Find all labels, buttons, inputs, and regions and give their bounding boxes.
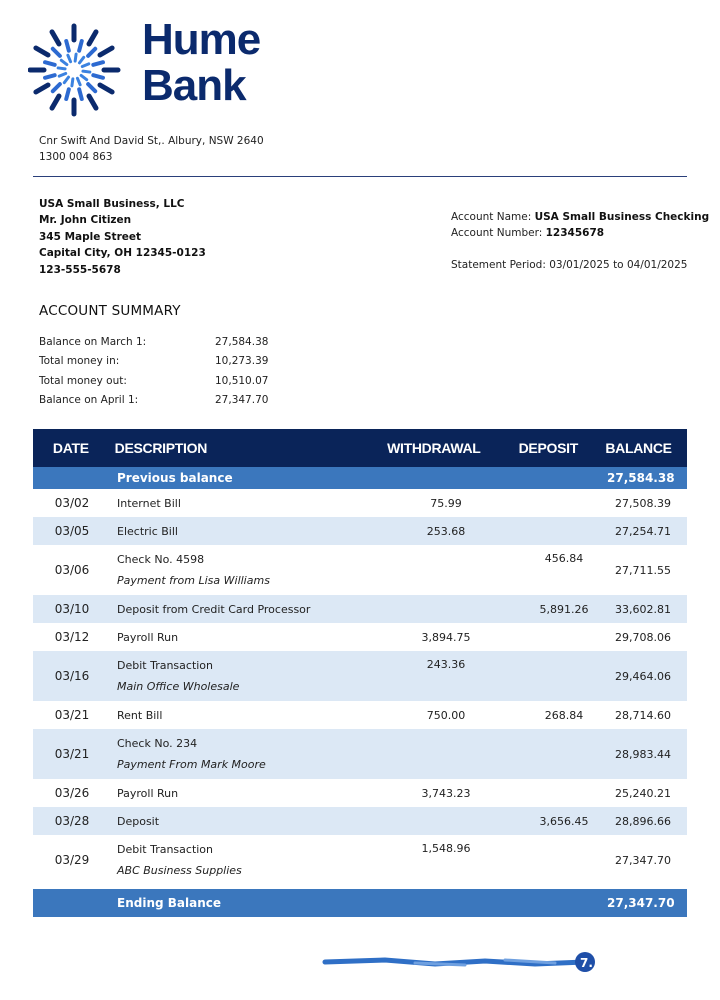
summary-row [39,352,268,371]
row-date: 03/10 [54,602,90,616]
row-deposit [521,489,607,517]
row-deposit: 456.84 [544,552,584,565]
row-description [111,545,371,595]
summary-row [39,372,268,391]
account-number-label: Account Number: [451,227,543,239]
header-withdrawal: WITHDRAWAL [387,440,481,456]
previous-balance-label: Previous balance [117,471,233,485]
summary-row [39,391,268,410]
customer-address-block [39,196,206,278]
row-description-main: Internet Bill [117,496,181,510]
row-balance: 27,347.70 [615,853,671,867]
account-info-block [451,209,709,273]
header-deposit: DEPOSIT [518,440,578,456]
summary-label: Total money out: [39,374,127,387]
row-date: 03/26 [54,786,90,800]
row-withdrawal [371,595,521,623]
account-number-value: 12345678 [545,227,605,239]
row-balance: 29,464.06 [615,669,671,683]
header-divider [33,176,687,177]
row-deposit [521,623,607,651]
previous-balance-value: 27,584.38 [607,471,675,485]
footer-smudge-text: 7. [580,956,593,970]
row-description-sub: Main Office Wholesale [117,680,240,693]
row-withdrawal [371,807,521,835]
row-description-main: Check No. 234 [117,737,198,750]
row-balance: 25,240.21 [615,786,671,800]
row-description-main: Check No. 4598 [117,553,205,566]
bank-name [142,15,261,110]
row-date: 03/29 [54,853,90,867]
row-description [111,623,371,651]
row-date: 03/12 [54,630,90,644]
row-description [111,729,371,779]
account-number [451,225,709,241]
customer-line-5: 123-555-5678 [39,263,121,276]
table-row [33,623,687,651]
ending-balance-label: Ending Balance [117,896,222,910]
row-description-main: Electric Bill [117,524,178,538]
row-balance: 28,896.66 [615,814,671,828]
row-description-sub: ABC Business Supplies [117,864,242,877]
table-row [33,701,687,729]
row-description-main: Debit Transaction [117,659,214,672]
bank-name-line2: Bank [142,61,246,110]
table-row [33,595,687,623]
row-withdrawal [371,729,521,779]
customer-line-1: USA Small Business, LLC [39,198,185,210]
row-date: 03/02 [54,496,90,510]
customer-line-4: Capital City, OH 12345-0123 [39,247,206,260]
row-description-main: Payroll Run [117,786,179,800]
row-withdrawal: 1,548.96 [421,842,471,855]
row-date: 03/05 [54,524,90,538]
summary-row [39,333,268,352]
row-withdrawal: 243.36 [426,658,466,671]
summary-label: Balance on April 1: [39,393,139,406]
row-withdrawal [371,545,521,595]
bank-address: Cnr Swift And David St,. Albury, NSW 2640 [39,135,264,147]
row-balance: 27,508.39 [615,496,671,510]
row-withdrawal: 75.99 [430,496,462,510]
row-date: 03/16 [54,669,90,683]
transaction-rows [33,489,687,885]
bank-phone: 1300 004 863 [39,151,113,163]
row-date: 03/21 [54,708,90,722]
row-balance: 33,602.81 [615,602,671,616]
ending-balance-row [33,889,687,917]
ending-balance-value: 27,347.70 [607,896,675,910]
customer-line-2: Mr. John Citizen [39,214,132,227]
row-deposit: 5,891.26 [539,602,589,616]
row-date: 03/28 [54,814,90,828]
row-description [111,489,371,517]
row-description [111,517,371,545]
row-withdrawal: 3,894.75 [421,630,471,644]
footer-smudge [255,948,685,978]
row-deposit [521,835,607,885]
row-description-main: Payroll Run [117,630,179,644]
table-row [33,545,687,595]
row-balance: 28,983.44 [615,747,671,761]
row-balance: 29,708.06 [615,630,671,644]
table-header [33,429,687,467]
row-balance: 27,254.71 [615,524,671,538]
row-deposit [521,779,607,807]
statement-period: Statement Period: 03/01/2025 to 04/01/2025 [451,259,688,271]
row-deposit [521,729,607,779]
row-date: 03/21 [54,747,90,761]
row-description [111,651,371,701]
table-row [33,807,687,835]
row-description-sub: Payment From Mark Moore [117,758,266,771]
row-balance: 27,711.55 [615,563,671,577]
table-row [33,517,687,545]
summary-label: Total money in: [39,355,120,368]
summary-title: ACCOUNT SUMMARY [39,303,181,319]
bank-address-block [39,133,264,165]
row-description [111,807,371,835]
row-description [111,701,371,729]
row-description-sub: Payment from Lisa Williams [117,574,270,587]
row-deposit: 268.84 [544,708,584,722]
header-balance: BALANCE [605,440,672,456]
account-name [451,209,709,225]
row-description [111,779,371,807]
table-row [33,651,687,701]
table-row [33,729,687,779]
account-summary [39,333,268,410]
summary-label: Balance on March 1: [39,336,147,348]
row-description [111,595,371,623]
row-deposit [521,651,607,701]
row-description [111,835,371,885]
table-row [33,779,687,807]
bank-name-line1: Hume [142,15,261,64]
previous-balance-row [33,467,687,489]
row-description-main: Debit Transaction [117,843,214,856]
row-description-main: Rent Bill [117,708,163,722]
customer-line-3: 345 Maple Street [39,230,142,243]
account-name-label: Account Name: [451,211,532,223]
transactions-table [33,429,687,917]
table-row [33,835,687,885]
row-deposit [521,517,607,545]
row-description-main: Deposit [117,814,160,828]
row-description-main: Deposit from Credit Card Processor [117,602,311,616]
table-row [33,489,687,517]
sunburst-logo-icon [28,16,124,122]
summary-value: 10,273.39 [215,355,269,368]
row-withdrawal: 750.00 [426,708,466,722]
header-date: DATE [52,440,89,456]
row-withdrawal: 253.68 [426,524,466,538]
header-description: DESCRIPTION [114,440,208,456]
summary-value: 27,347.70 [215,393,269,406]
row-withdrawal: 3,743.23 [421,786,471,800]
summary-value: 27,584.38 [215,336,269,348]
summary-value: 10,510.07 [215,374,269,387]
row-deposit: 3,656.45 [539,814,589,828]
account-name-value: USA Small Business Checking [534,211,710,223]
row-date: 03/06 [54,563,90,577]
row-balance: 28,714.60 [615,708,671,722]
